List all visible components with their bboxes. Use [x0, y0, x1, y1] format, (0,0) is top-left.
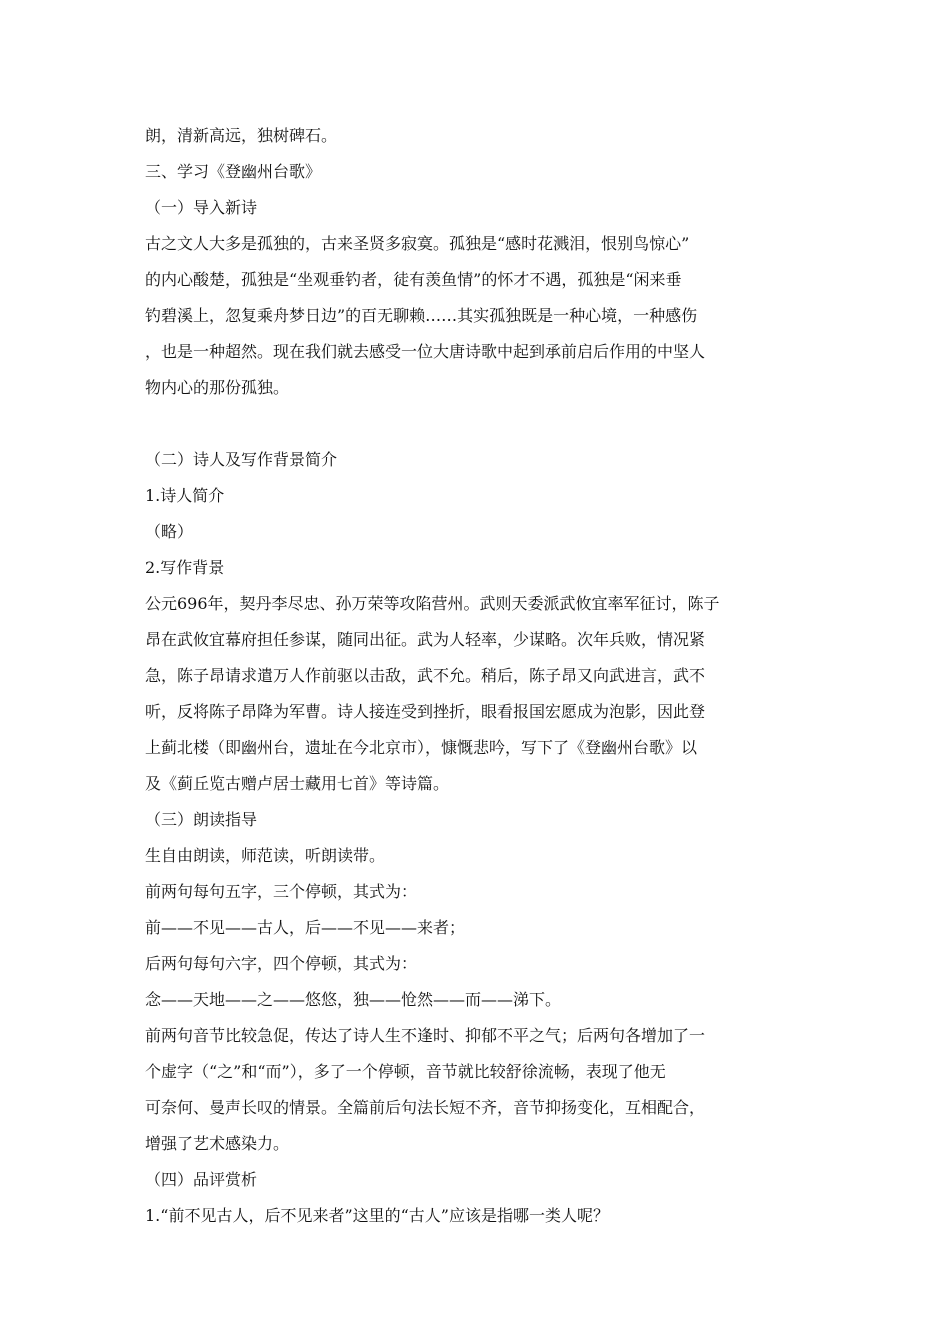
text-line: 古之文人大多是孤独的，古来圣贤多寂寞。孤独是“感时花溅泪，恨别鸟惊心”	[145, 234, 690, 253]
blank-line	[145, 406, 765, 442]
subsection-heading: （三）朗读指导	[145, 810, 258, 829]
text-line: （略）	[145, 522, 194, 541]
section-heading: 三、学习《登幽州台歌》	[145, 162, 322, 181]
text-line: 后两句每句六字，四个停顿，其式为：	[145, 954, 418, 973]
text-line: 听，反将陈子昂降为军曹。诗人接连受到挫折，眼看报国宏愿成为泡影，因此登	[145, 702, 706, 721]
text-line: 念——天地——之——悠悠，独——怆然——而——涕下。	[145, 990, 562, 1009]
text-line: 公元696年，契丹李尽忠、孙万荣等攻陷营州。武则天委派武攸宜率军征讨，陈子	[145, 594, 720, 613]
text-line: 昂在武攸宜幕府担任参谋，随同出征。武为人轻率，少谋略。次年兵败，情况紧	[145, 630, 706, 649]
text-line: 的内心酸楚，孤独是“坐观垂钓者，徒有羡鱼情”的怀才不遇，孤独是“闲来垂	[145, 270, 682, 289]
document-body	[145, 118, 765, 1234]
text-line: 个虚字（“之”和“而”），多了一个停顿，音节就比较舒徐流畅，表现了他无	[145, 1062, 666, 1081]
text-line: 增强了艺术感染力。	[145, 1134, 290, 1153]
subsection-heading: （一）导入新诗	[145, 198, 258, 217]
text-line: 前两句音节比较急促，传达了诗人生不逢时、抑郁不平之气；后两句各增加了一	[145, 1026, 706, 1045]
text-line: 生自由朗读，师范读，听朗读带。	[145, 846, 386, 865]
item-heading: 1.诗人简介	[145, 486, 225, 505]
text-line: ，也是一种超然。现在我们就去感受一位大唐诗歌中起到承前启后作用的中坚人	[145, 342, 706, 361]
text-line: 上蓟北楼（即幽州台，遗址在今北京市），慷慨悲吟，写下了《登幽州台歌》以	[145, 738, 698, 757]
text-line: 朗，清新高远，独树碑石。	[145, 126, 338, 145]
text-line: 钓碧溪上，忽复乘舟梦日边”的百无聊赖……其实孤独既是一种心境，一种感伤	[145, 306, 698, 325]
item-heading: 2.写作背景	[145, 558, 225, 577]
text-line: 及《蓟丘览古赠卢居士藏用七首》等诗篇。	[145, 774, 450, 793]
text-line: 前两句每句五字，三个停顿，其式为：	[145, 882, 418, 901]
subsection-heading: （二）诗人及写作背景简介	[145, 450, 338, 469]
text-line: 物内心的那份孤独。	[145, 378, 290, 397]
text-line: 可奈何、曼声长叹的情景。全篇前后句法长短不齐，音节抑扬变化，互相配合，	[145, 1098, 706, 1117]
text-line: 急，陈子昂请求遣万人作前驱以击敌，武不允。稍后，陈子昂又向武进言，武不	[145, 666, 706, 685]
question-line: 1.“前不见古人，后不见来者”这里的“古人”应该是指哪一类人呢？	[145, 1206, 609, 1225]
text-line: 前——不见——古人，后——不见——来者；	[145, 918, 466, 937]
subsection-heading: （四）品评赏析	[145, 1170, 258, 1189]
